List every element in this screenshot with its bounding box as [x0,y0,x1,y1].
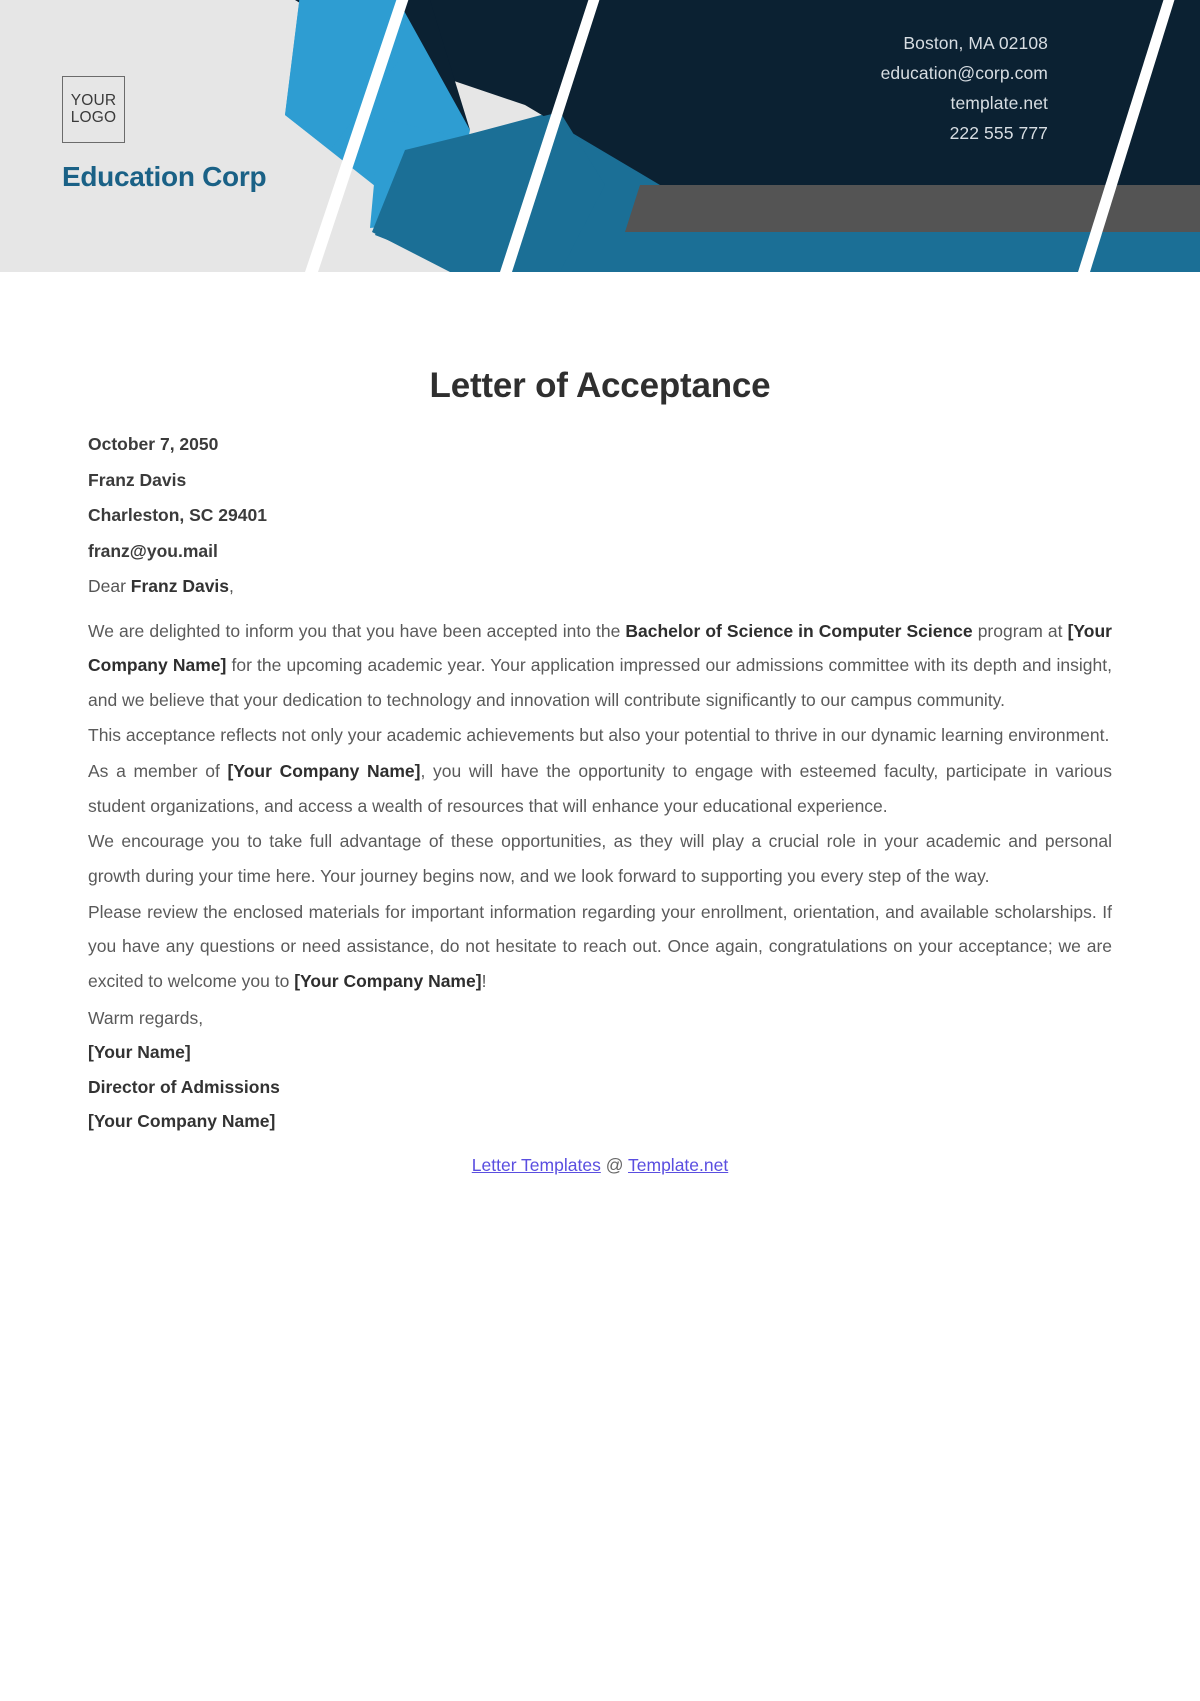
signature-company: [Your Company Name] [88,1111,276,1132]
contact-website: template.net [950,93,1048,114]
body-text: program at [972,620,1068,641]
emphasized-text: Bachelor of Science in Computer Science [625,620,973,641]
letter-templates-link[interactable]: Letter Templates [471,1155,601,1176]
signature-name: [Your Name] [88,1042,191,1063]
company-name: Education Corp [62,161,267,192]
salutation [88,578,1112,596]
emphasized-text: [Your Company Name] [227,761,421,782]
footer-attribution [88,1155,1112,1176]
body-text: We are delighted to inform you that you have been accepted into the [88,620,626,641]
contact-email: education@corp.com [880,63,1048,84]
body-text: ! [481,970,487,991]
letter-paragraph [88,614,1112,718]
logo-line-1: YOUR [70,91,117,109]
contact-address: Boston, MA 02108 [903,33,1048,53]
body-text: This acceptance reflects not only your academic achievements but also your potential to thrive in our dynamic learning environment. [88,725,1110,746]
footer-separator: @ [600,1155,629,1176]
page-header [0,0,1200,272]
logo-placeholder-box[interactable] [62,76,125,143]
emphasized-text: [Your Company Name] [294,970,482,991]
recipient-name: Franz Davis [88,469,187,490]
letter-paragraph [88,824,1112,893]
logo-block [62,76,266,193]
letter-paragraph [88,895,1112,999]
letter-paragraph [88,718,1112,753]
page-title: Letter of Acceptance [429,366,771,405]
logo-line-2: LOGO [70,108,117,126]
salutation-prefix: Dear [88,576,131,596]
body-text: We encourage you to take full advantage of these opportunities, as they will play a crucial role in your academic and personal growth during your time here. Your journey begins now, and we look forward to supporting you every step of the way. [88,831,1112,886]
recipient-email: franz@you.mail [88,540,218,561]
letter-body [88,614,1112,999]
signature-title: Director of Admissions [88,1076,280,1097]
letter-date: October 7, 2050 [88,434,219,454]
body-text: , you will have the opportunity to engage with esteemed faculty, participate in various student organizations, and access a wealth of resources that will enhance your educational experience. [88,761,1113,816]
body-text: Please review the enclosed materials for important information regarding your enrollment, orientation, and available scholarships. If you have any questions or need assistance, do not hesitate to reach out. Once again, congratulations on your acceptance; we are excited to welcome you to [88,901,1112,991]
body-text: for the upcoming academic year. Your application impressed our admissions committee with its depth and insight, and we believe that your dedication to technology and innovation will contribute significantly to our campus community. [88,655,1112,710]
salutation-suffix: , [229,576,234,596]
template-net-link[interactable]: Template.net [628,1155,729,1176]
letter-document [0,366,1200,1176]
contact-phone: 222 555 777 [949,123,1048,144]
contact-info-block [881,28,1048,148]
emphasized-text: [Your Company Name] [88,620,1112,676]
letter-paragraph [88,754,1112,823]
body-text: As a member of [88,761,228,782]
salutation-name: Franz Davis [130,576,230,596]
recipient-address: Charleston, SC 29401 [88,505,267,525]
closing-line: Warm regards, [88,1007,204,1028]
